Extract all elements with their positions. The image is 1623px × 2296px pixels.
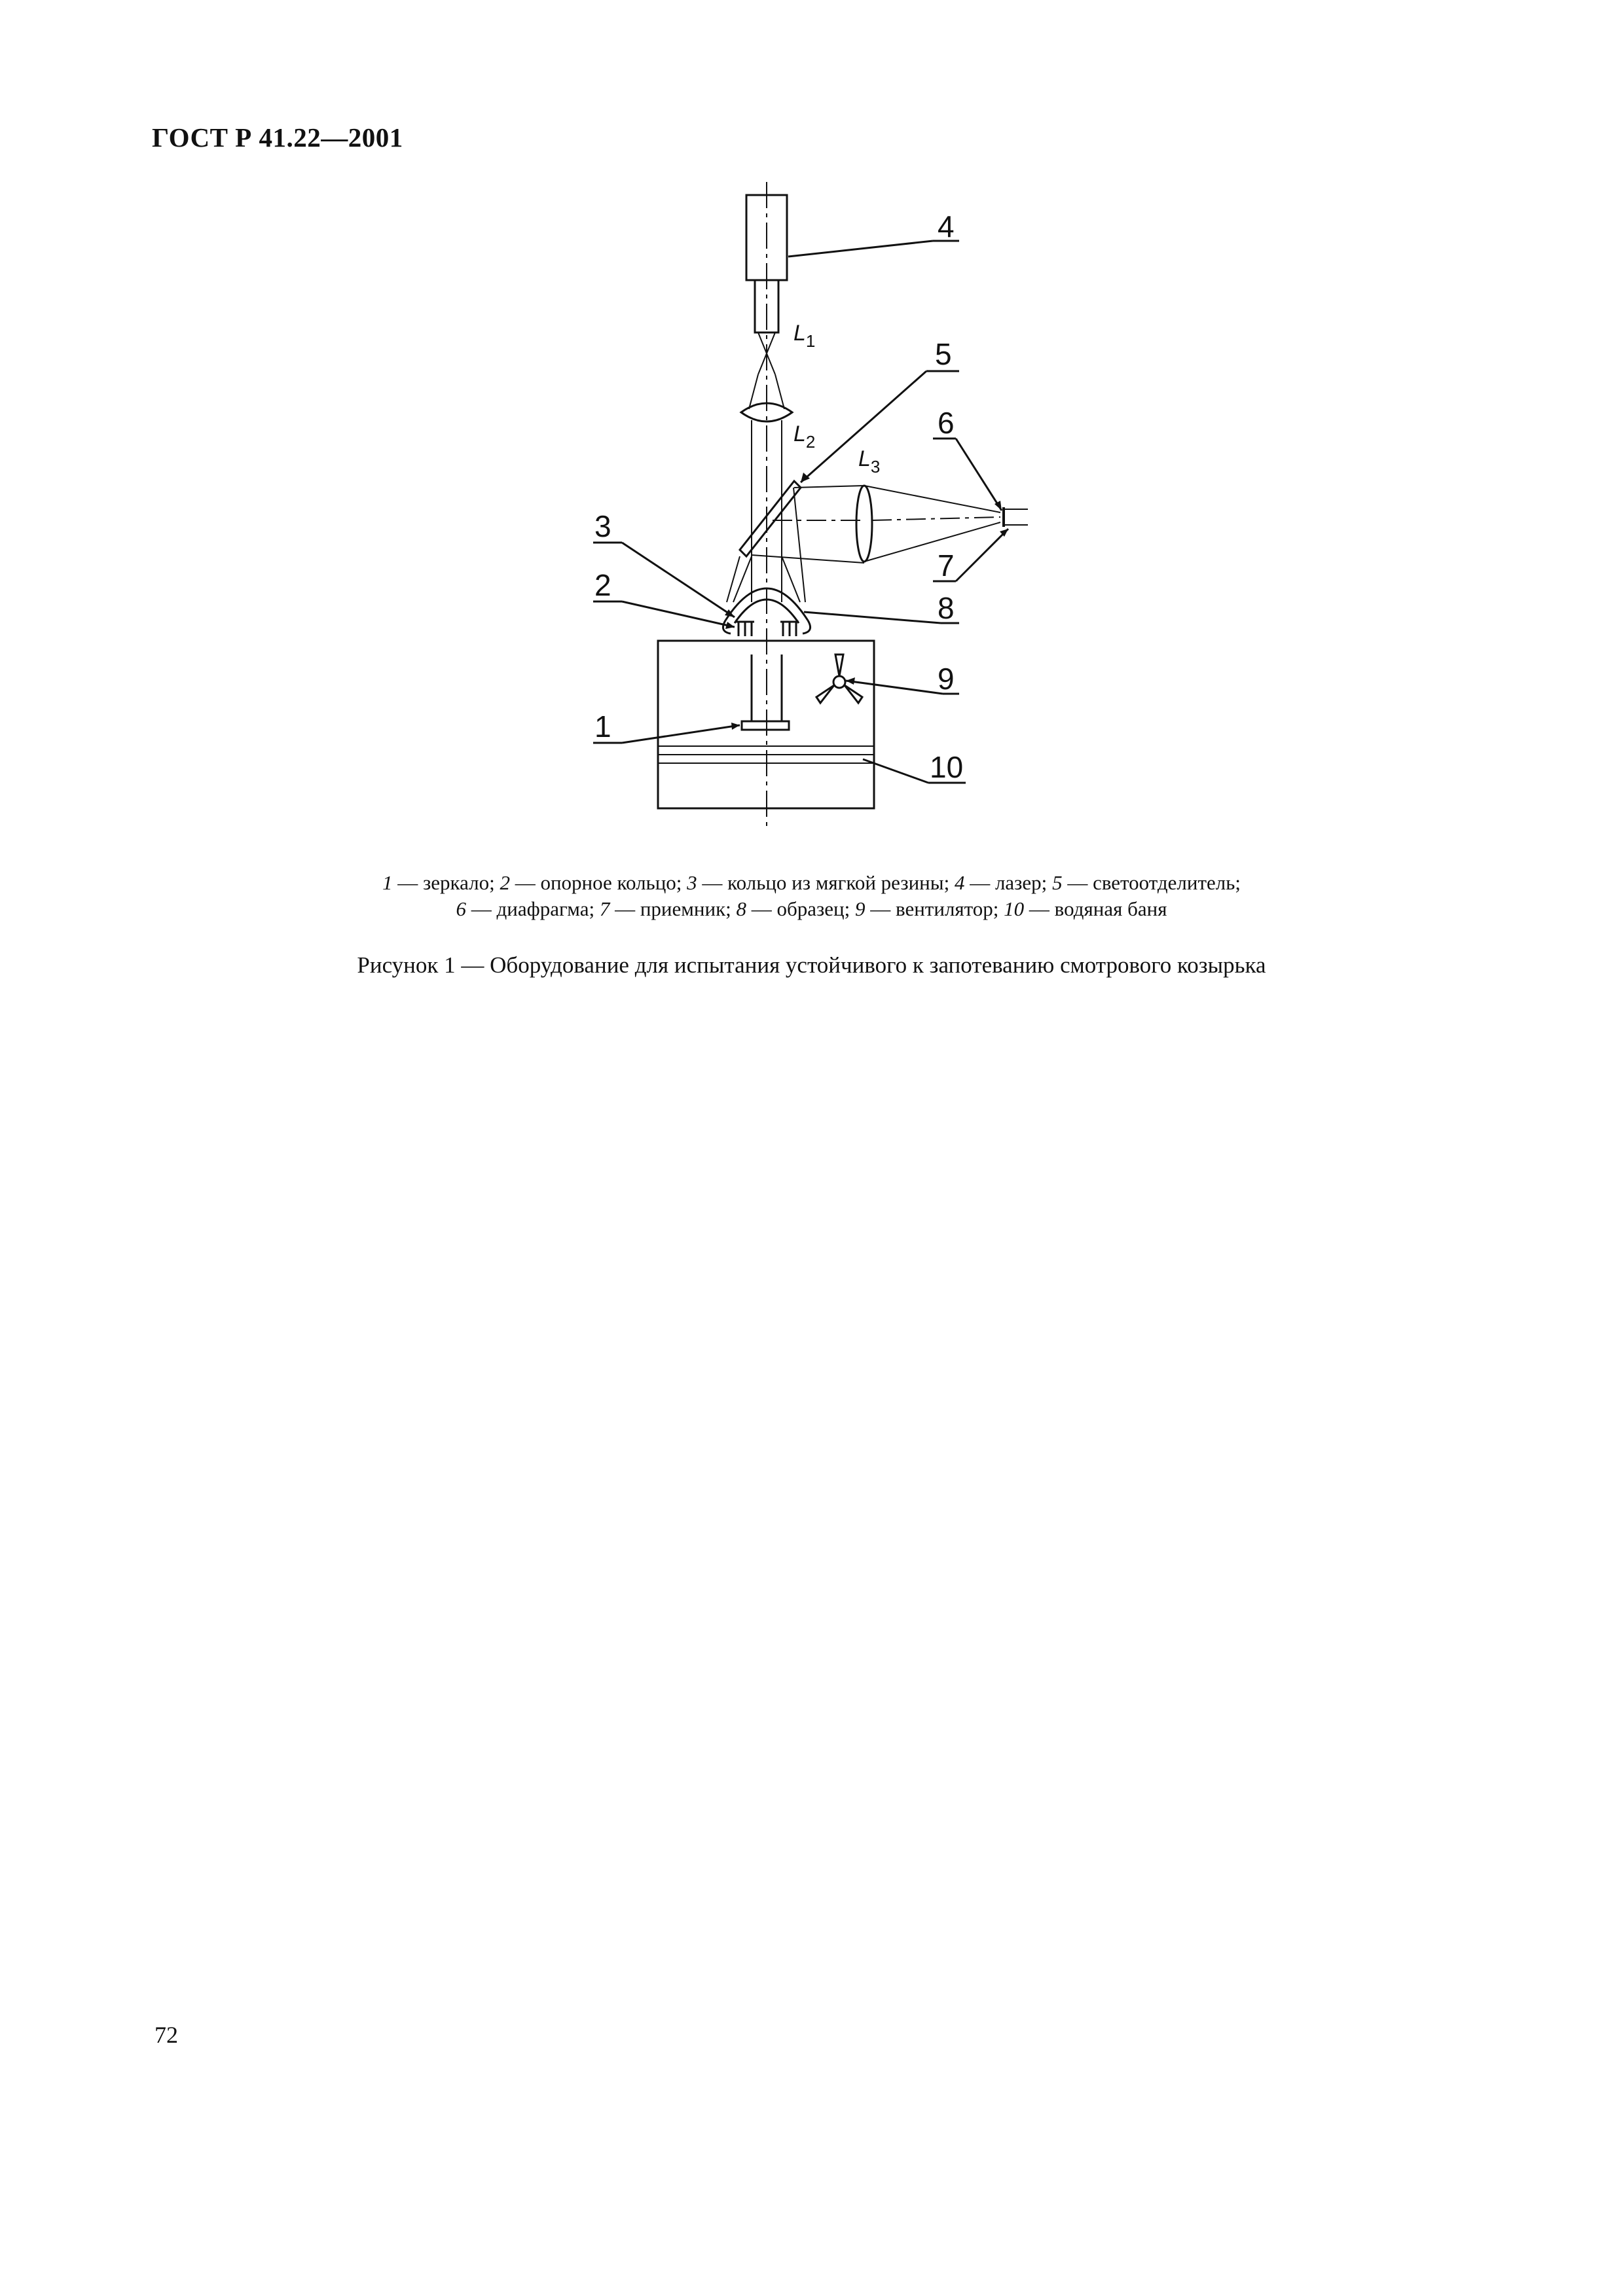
legend-text: — диафрагма; xyxy=(466,897,600,920)
lens-label-l1: $L_1$ xyxy=(793,321,816,351)
lens-l3 xyxy=(856,486,872,562)
legend-num: 6 xyxy=(456,897,467,920)
beam-splitter xyxy=(740,481,801,556)
figure-legend-line-1 xyxy=(0,870,1623,896)
callout-7: 7 xyxy=(938,548,955,583)
legend-text: — кольцо из мягкой резины; xyxy=(697,871,955,894)
legend-num: 1 xyxy=(382,871,393,894)
legend-num: 2 xyxy=(500,871,510,894)
legend-num: 9 xyxy=(855,897,866,920)
legend-text: — зеркало; xyxy=(392,871,500,894)
callout-1: 1 xyxy=(594,709,611,744)
legend-num: 3 xyxy=(687,871,697,894)
legend-num: 7 xyxy=(599,897,610,920)
legend-text: — лазер; xyxy=(964,871,1053,894)
legend-num: 5 xyxy=(1052,871,1063,894)
callout-4: 4 xyxy=(938,209,955,243)
fan-icon xyxy=(816,655,862,703)
legend-num: 8 xyxy=(736,897,746,920)
legend-text: — образец; xyxy=(746,897,855,920)
callout-10: 10 xyxy=(930,750,964,784)
legend-num: 4 xyxy=(954,871,965,894)
fog-test-apparatus-diagram xyxy=(0,0,1623,864)
legend-text: — вентилятор; xyxy=(865,897,1004,920)
callout-8: 8 xyxy=(938,591,955,625)
lens-label-l3: $L_3$ xyxy=(858,446,881,476)
page-number: 72 xyxy=(155,2022,178,2048)
callout-3: 3 xyxy=(594,509,611,543)
callout-5: 5 xyxy=(935,337,952,371)
mirror xyxy=(742,721,789,730)
legend-num: 10 xyxy=(1004,897,1025,920)
legend-text: — опорное кольцо; xyxy=(509,871,687,894)
document-id-header: ГОСТ Р 41.22—2001 xyxy=(152,122,403,152)
rubber-ring-right xyxy=(803,620,811,634)
callout-9: 9 xyxy=(938,662,955,696)
callout-2: 2 xyxy=(594,568,611,602)
legend-text: — приемник; xyxy=(610,897,737,920)
legend-text: — водяная баня xyxy=(1024,897,1167,920)
lens-label-l2: $L_2$ xyxy=(793,422,816,452)
legend-text: — светоотделитель; xyxy=(1062,871,1241,894)
figure-title: Рисунок 1 — Оборудование для испытания устойчивого к запотеванию смотрового козырька xyxy=(357,952,1266,978)
figure-legend-line-2 xyxy=(0,896,1623,922)
callout-6: 6 xyxy=(938,406,955,440)
